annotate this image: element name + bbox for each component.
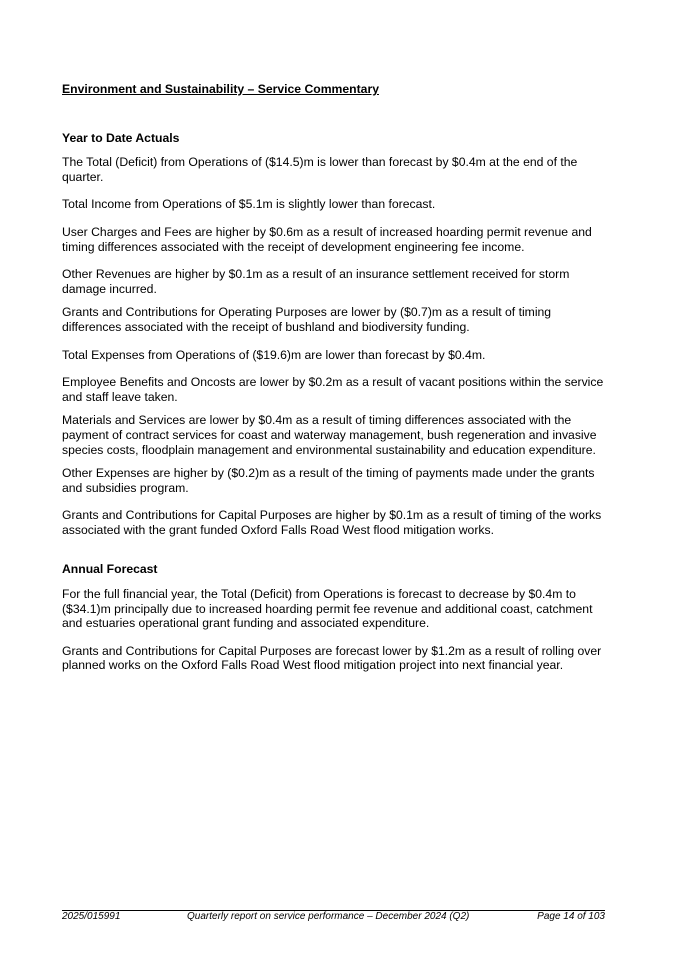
paragraph: User Charges and Fees are higher by $0.6m as a result of increased hoarding permit revenue and timing differences associated with the receipt of development engineering fee income.: [62, 224, 592, 254]
paragraph: Grants and Contributions for Capital Purposes are forecast lower by $1.2m as a result of rolling over planned works on the Oxford Falls Road West flood mitigation project into next financial year.: [62, 643, 602, 673]
paragraph: The Total (Deficit) from Operations of ($14.5)m is lower than forecast by $0.4m at the end of the quarter.: [62, 155, 578, 184]
page-content: [62, 82, 607, 686]
paragraph: Grants and Contributions for Capital Purposes are higher by $0.1m as a result of timing of the works associated with the grant funded Oxford Falls Road West flood mitigation works.: [62, 508, 602, 537]
paragraph: Grants and Contributions for Operating Purposes are lower by ($0.7)m as a result of timing differences associated with the receipt of bushland and biodiversity funding.: [62, 305, 552, 334]
paragraph: Other Revenues are higher by $0.1m as a result of an insurance settlement received for storm damage incurred.: [62, 267, 570, 296]
footer-report-title: Quarterly report on service performance – December 2024 (Q2): [187, 911, 470, 922]
footer-reference: 2025/015991: [62, 911, 121, 922]
paragraph: Total Income from Operations of $5.1m is slightly lower than forecast.: [62, 197, 436, 212]
page-title: Environment and Sustainability – Service Commentary: [62, 82, 379, 96]
section-heading-year-to-date: Year to Date Actuals: [62, 130, 180, 145]
section-year-to-date: [62, 131, 607, 538]
paragraph: Materials and Services are lower by $0.4m as a result of timing differences associated with the payment of contract services for coast and waterway management, bush regeneration and invasive species costs, floodplain management and environmental sustainability and education expenditure.: [62, 413, 597, 457]
footer-page-number: Page 14 of 103: [537, 911, 605, 922]
paragraph: Other Expenses are higher by ($0.2)m as a result of the timing of payments made under the grants and subsidies program.: [62, 466, 595, 495]
section-heading-annual-forecast: Annual Forecast: [62, 562, 158, 577]
page-footer: [62, 910, 605, 923]
paragraph: Employee Benefits and Oncosts are lower by $0.2m as a result of vacant positions within the service and staff leave taken.: [62, 375, 604, 404]
paragraph: For the full financial year, the Total (Deficit) from Operations is forecast to decrease by $0.4m to ($34.1)m principally due to increased hoarding permit fee revenue and additional coast, catchment and estuaries operational grant funding and associated expenditure.: [62, 587, 593, 631]
paragraph: Total Expenses from Operations of ($19.6)m are lower than forecast by $0.4m.: [62, 347, 486, 362]
section-annual-forecast: [62, 562, 607, 673]
